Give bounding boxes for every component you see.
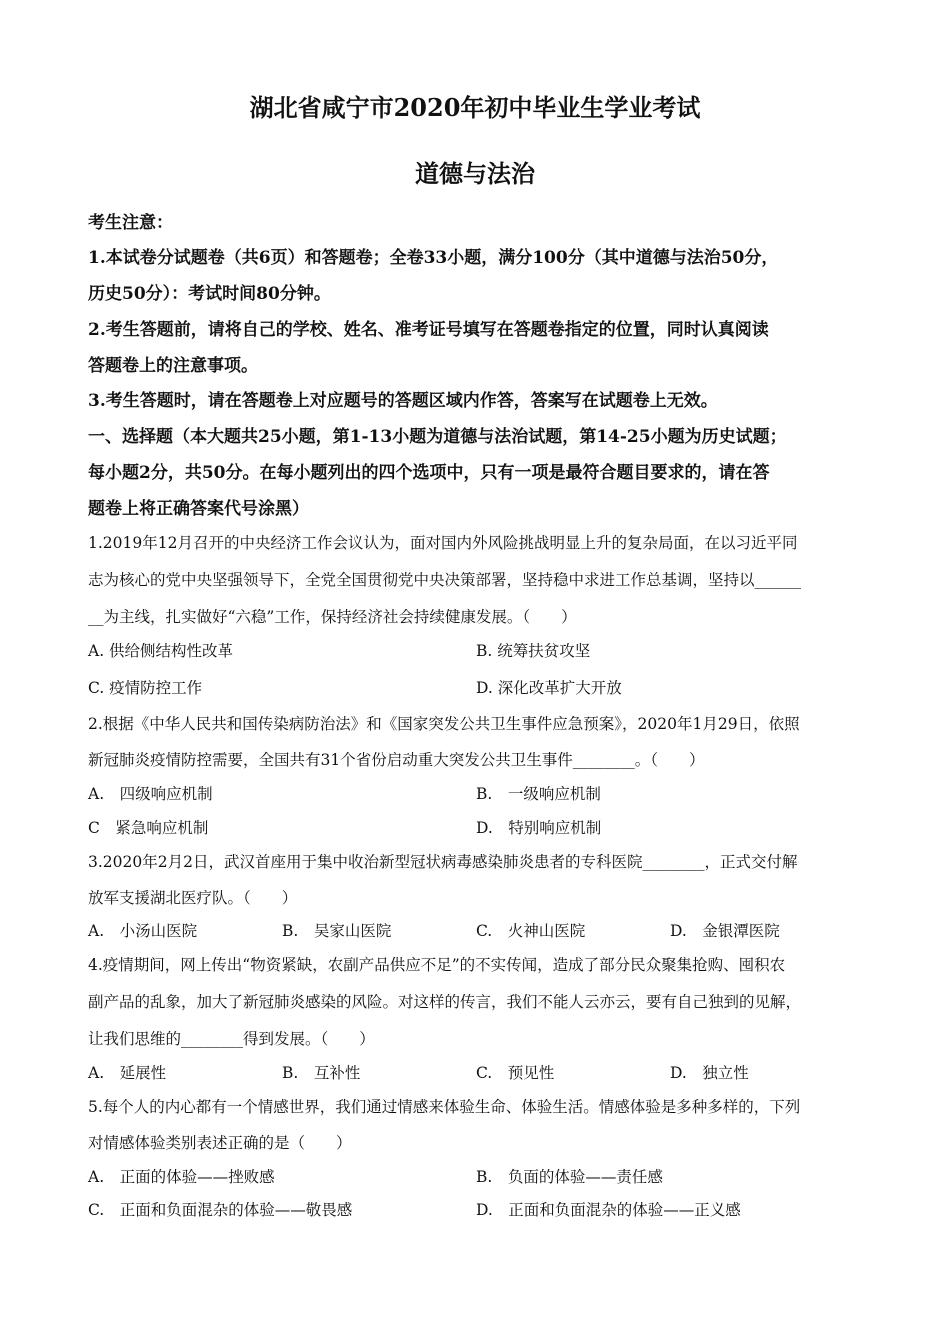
question-2-option-b: B. 一级响应机制 — [476, 785, 601, 803]
question-4-text: 4.疫情期间，网上传出“物资紧缺，农副产品供应不足”的不实传闻，造成了部分民众聚集抢购、囤积农 — [88, 956, 786, 974]
question-5-option-b: B. 负面的体验——责任感 — [476, 1168, 663, 1186]
question-3-option-c: C. 火神山医院 — [476, 922, 586, 940]
question-1-text: 志为核心的党中央坚强领导下，全党全国贯彻党中央决策部署，坚持稳中求进工作总基调，坚持以______ — [88, 571, 802, 589]
question-5-text: 对情感体验类别表述正确的是（ ） — [88, 1134, 352, 1152]
question-3-text: 3.2020年2月2日，武汉首座用于集中收治新型冠状病毒感染肺炎患者的专科医院________，正式交付解 — [88, 853, 798, 871]
question-1-option-d: D. 深化改革扩大开放 — [476, 679, 622, 697]
exam-title: 湖北省咸宁市2020年初中毕业生学业考试 — [249, 93, 701, 122]
section-instruction: 题卷上将正确答案代号涂黑） — [88, 499, 309, 519]
question-5-option-c: C. 正面和负面混杂的体验——敬畏感 — [88, 1201, 353, 1219]
question-1-option-b: B. 统筹扶贫攻坚 — [476, 642, 591, 660]
subject-title: 道德与法治 — [415, 159, 535, 188]
question-2-option-d: D. 特别响应机制 — [476, 819, 602, 837]
notice-heading: 考生注意： — [88, 213, 173, 233]
question-1-text: 1.2019年12月召开的中央经济工作会议认为，面对国内外风险挑战明显上升的复杂局面，在以习近平同 — [88, 534, 798, 552]
question-4-option-d: D. 独立性 — [670, 1064, 749, 1082]
question-3-option-b: B. 吴家山医院 — [282, 922, 392, 940]
notice-line: 2.考生答题前，请将自己的学校、姓名、准考证号填写在答题卷指定的位置，同时认真阅读 — [88, 320, 769, 340]
question-5-option-d: D. 正面和负面混杂的体验——正义感 — [476, 1201, 741, 1219]
notice-line: 3.考生答题时，请在答题卷上对应题号的答题区域内作答，答案写在试题卷上无效。 — [88, 391, 718, 411]
question-4-option-c: C. 预见性 — [476, 1064, 555, 1082]
notice-line: 答题卷上的注意事项。 — [88, 356, 258, 376]
question-2-text: 新冠肺炎疫情防控需要，全国共有31个省份启动重大突发公共卫生事件________。（ ） — [88, 751, 705, 769]
notice-line: 历史50分）：考试时间80分钟。 — [88, 284, 331, 304]
question-4-text: 让我们思维的________得到发展。（ ） — [88, 1030, 375, 1048]
question-3-option-a: A. 小汤山医院 — [88, 922, 198, 940]
notice-line: 1.本试卷分试题卷（共6页）和答题卷；全卷33小题，满分100分（其中道德与法治50分， — [88, 248, 779, 268]
question-5-text: 5.每个人的内心都有一个情感世界，我们通过情感来体验生命、体验生活。情感体验是多种多样的，下列 — [88, 1098, 801, 1116]
question-2-option-c: C 紧急响应机制 — [88, 819, 209, 837]
question-5-option-a: A. 正面的体验——挫败感 — [88, 1168, 275, 1186]
question-1-option-c: C. 疫情防控工作 — [88, 679, 203, 697]
question-3-option-d: D. 金银潭医院 — [670, 922, 780, 940]
question-4-option-a: A. 延展性 — [88, 1064, 167, 1082]
section-instruction: 每小题2分，共50分。在每小题列出的四个选项中，只有一项是最符合题目要求的，请在答 — [88, 463, 770, 483]
question-1-option-a: A. 供给侧结构性改革 — [88, 642, 234, 660]
question-1-text: __为主线，扎实做好“六稳”工作，保持经济社会持续健康发展。（ ） — [88, 608, 577, 626]
question-2-text: 2.根据《中华人民共和国传染病防治法》和《国家突发公共卫生事件应急预案》，2020年1月29日，依照 — [88, 715, 800, 733]
question-2-option-a: A. 四级响应机制 — [88, 785, 213, 803]
question-3-text: 放军支援湖北医疗队。（ ） — [88, 889, 298, 907]
question-4-option-b: B. 互补性 — [282, 1064, 361, 1082]
section-instruction: 一、选择题（本大题共25小题，第1-13小题为道德与法治试题，第14-25小题为历史试题； — [88, 427, 787, 447]
question-4-text: 副产品的乱象，加大了新冠肺炎感染的风险。对这样的传言，我们不能人云亦云，要有自己独到的见解， — [88, 993, 802, 1011]
